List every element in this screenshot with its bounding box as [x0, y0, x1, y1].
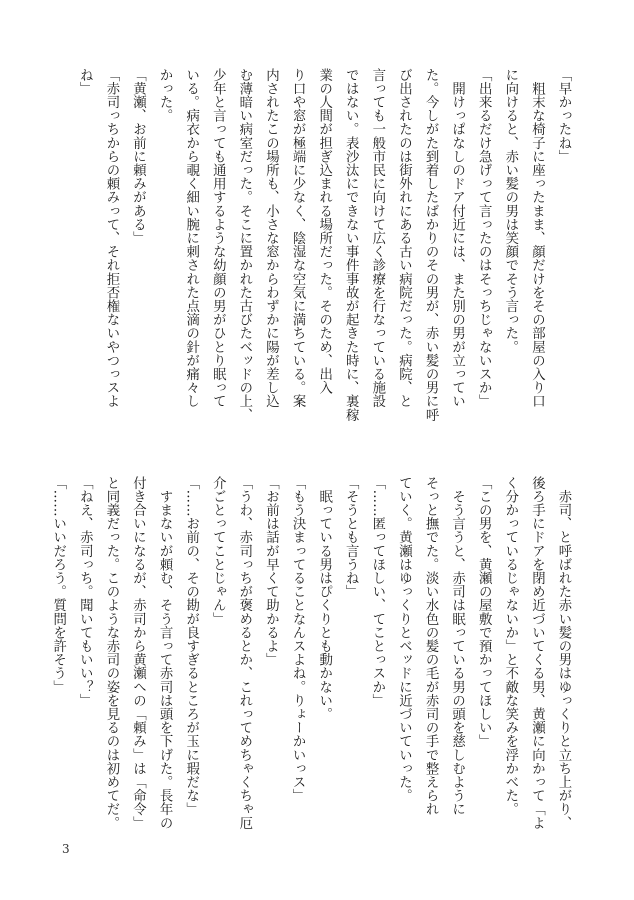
text-line: た。今しがた到着したばかりのその男が、赤い髪の男に呼 [423, 68, 439, 422]
text-block-bottom [50, 476, 576, 854]
text-line: り口や窓が極端に少なく、陰湿な空気に満ちている。案 [290, 68, 306, 408]
text-line: 後ろ手にドアを閉め近づいてくる男、黄瀬に向かって「よ [529, 476, 545, 830]
text-line: ではない。表沙汰にできない事件事故が起きた時に、裏稼 [343, 68, 359, 422]
text-line: く分かっているじゃないか」と不敵な笑みを浮かべた。 [502, 476, 518, 816]
text-line: 「出来るだけ急げって言ったのはそっちじゃないスか」 [476, 68, 492, 408]
text-line: 赤司、と呼ばれた赤い髪の男はゆっくりと立ち上がり、 [556, 476, 571, 830]
text-line: 「……匿ってほしい、てことっスか」 [369, 476, 385, 708]
text-line: 「この男を、黄瀬の屋敷で預かってほしい」 [476, 476, 492, 748]
text-line: 少年と言っても通用するような幼顔の男がひとり眠って [210, 68, 226, 408]
text-line: 眠っている男はぴくりとも動かない。 [316, 476, 332, 721]
text-line: いる。病衣から覗く細い腕に刺された点滴の針が痛々し [183, 68, 199, 408]
text-line: 「うわ、赤司っちが褒めるとか、これってめちゃくちゃ厄 [236, 476, 252, 830]
text-line: 「ねえ、赤司っち。聞いてもいい？」 [77, 476, 93, 708]
text-line: び出されたのは街外れにある古い病院だった。病院、と [396, 68, 412, 408]
text-line: そう言うと、赤司は眠っている男の頭を慈しむように [449, 476, 465, 816]
text-line: 「早かったね」 [556, 68, 571, 164]
text-line: む薄暗い病室だった。そこに置かれた古びたベッドの上、 [236, 68, 252, 422]
text-line: ていく。黄瀬はゆっくりとベッドに近づいていった。 [396, 476, 412, 803]
text-line: 「黄瀬、お前に頼みがある」 [130, 68, 146, 245]
text-line: そっと撫でた。淡い水色の髪の毛が赤司の手で整えられ [423, 476, 439, 816]
text-line: 「もう決まってることなんスよね。りょーかいっス」 [290, 476, 306, 803]
text-line: すまないが頼む、そう言って赤司は頭を下げた。長年の [157, 476, 173, 830]
text-line: 「お前は話が早くて助かるよ」 [263, 476, 279, 667]
text-line: ね」 [77, 68, 93, 96]
text-block-top [77, 68, 576, 446]
text-line: 付き合いになるが、赤司から黄瀬への「頼み」は「命令」 [130, 476, 146, 830]
text-line: 「赤司っちからの頼みって、それ拒否権ないやつっスよ [103, 68, 119, 408]
text-line: 言っても一般市民に向けて広く診療を行なっている施設 [369, 68, 385, 408]
text-line: と同義だった。このような赤司の姿を見るのは初めてだ。 [103, 476, 119, 830]
text-line: かった。 [157, 68, 173, 123]
text-line: 内されたこの場所も、小さな窓からわずかに陽が差し込 [263, 68, 279, 408]
text-line: 粗末な椅子に座ったまま、顔だけをその部屋の入り口 [529, 68, 545, 408]
text-line: 「……お前の、その勘が良すぎるところが玉に瑕だな」 [183, 476, 199, 816]
text-line: に向けると、赤い髪の男は笑顔でそう言った。 [502, 68, 518, 354]
page-number: 3 [62, 842, 70, 856]
text-line: 「そうとも言うね」 [343, 476, 359, 599]
text-line: 「……いいだろう。質問を許そう」 [50, 476, 66, 694]
text-line: 介ごとってことじゃん」 [210, 476, 226, 626]
text-line: 開けっぱなしのドア付近には、また別の男が立ってい [449, 68, 465, 408]
text-line: 業の人間が担ぎ込まれる場所だった。そのため、出入 [316, 68, 332, 395]
